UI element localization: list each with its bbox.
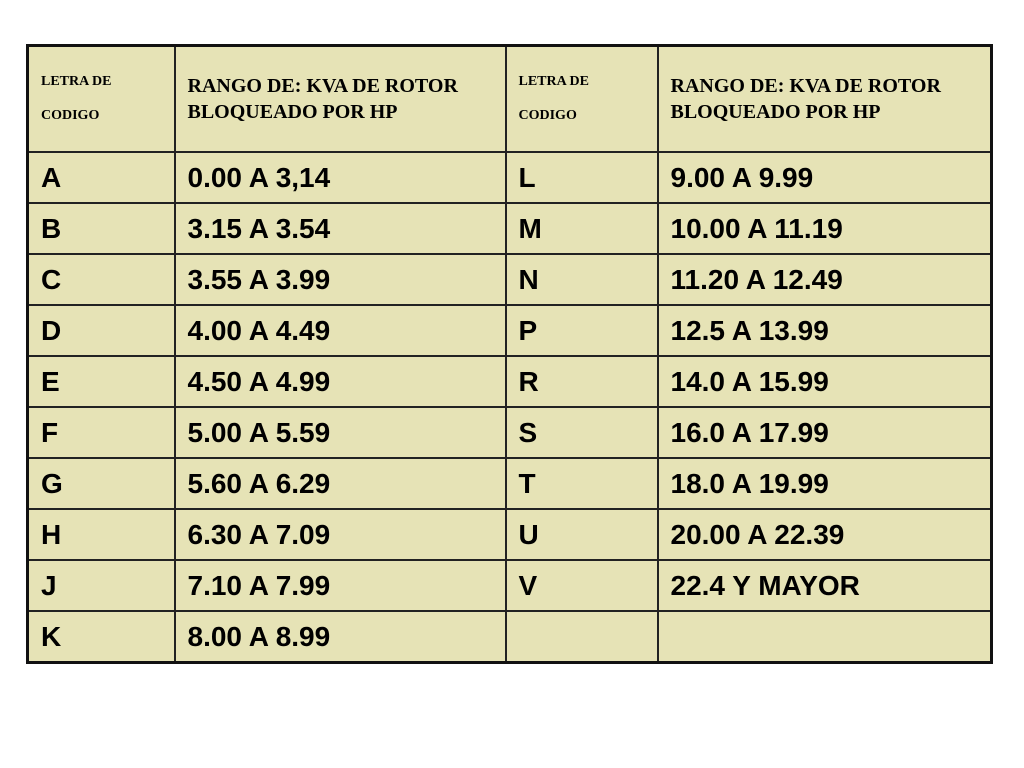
code-letter-cell: U <box>506 509 658 560</box>
kva-range-cell: 3.55 A 3.99 <box>175 254 506 305</box>
kva-code-table <box>26 44 993 664</box>
code-letter-cell: H <box>28 509 175 560</box>
kva-range-cell <box>658 611 992 663</box>
code-letter-cell: L <box>506 152 658 203</box>
code-letter-cell: J <box>28 560 175 611</box>
code-letter-cell: T <box>506 458 658 509</box>
code-letter-cell: R <box>506 356 658 407</box>
code-letter-cell: B <box>28 203 175 254</box>
kva-range-cell: 4.00 A 4.49 <box>175 305 506 356</box>
kva-range-cell: 9.00 A 9.99 <box>658 152 992 203</box>
table-row <box>28 254 992 305</box>
code-letter-cell: G <box>28 458 175 509</box>
table-row <box>28 407 992 458</box>
kva-range-cell: 5.00 A 5.59 <box>175 407 506 458</box>
kva-range-cell: 22.4 Y MAYOR <box>658 560 992 611</box>
header-letter-code-right <box>506 46 658 153</box>
code-letter-cell: M <box>506 203 658 254</box>
kva-range-cell: 7.10 A 7.99 <box>175 560 506 611</box>
kva-range-cell: 20.00 A 22.39 <box>658 509 992 560</box>
kva-range-cell: 8.00 A 8.99 <box>175 611 506 663</box>
code-letter-cell <box>506 611 658 663</box>
code-letter-cell: E <box>28 356 175 407</box>
kva-range-cell: 16.0 A 17.99 <box>658 407 992 458</box>
kva-range-cell: 11.20 A 12.49 <box>658 254 992 305</box>
header-range-left: RANGO DE: KVA DE ROTOR BLOQUEADO POR HP <box>175 46 506 153</box>
kva-range-cell: 6.30 A 7.09 <box>175 509 506 560</box>
code-letter-cell: D <box>28 305 175 356</box>
kva-range-cell: 10.00 A 11.19 <box>658 203 992 254</box>
table-row <box>28 611 992 663</box>
kva-range-cell: 5.60 A 6.29 <box>175 458 506 509</box>
kva-range-cell: 0.00 A 3,14 <box>175 152 506 203</box>
table-row <box>28 560 992 611</box>
code-letter-cell: C <box>28 254 175 305</box>
header-letter-line2: CODIGO <box>518 108 577 123</box>
table-row <box>28 509 992 560</box>
code-letter-cell: V <box>506 560 658 611</box>
header-letter-code-left <box>28 46 175 153</box>
table-row <box>28 305 992 356</box>
table-row <box>28 152 992 203</box>
header-letter-line2: CODIGO <box>41 108 100 123</box>
header-letter-line1: LETRA DE <box>518 74 589 89</box>
code-letter-cell: A <box>28 152 175 203</box>
code-letter-cell: K <box>28 611 175 663</box>
kva-range-cell: 4.50 A 4.99 <box>175 356 506 407</box>
kva-range-cell: 3.15 A 3.54 <box>175 203 506 254</box>
kva-range-cell: 12.5 A 13.99 <box>658 305 992 356</box>
table-row <box>28 203 992 254</box>
code-letter-cell: N <box>506 254 658 305</box>
header-range-right: RANGO DE: KVA DE ROTOR BLOQUEADO POR HP <box>658 46 992 153</box>
code-letter-cell: F <box>28 407 175 458</box>
code-letter-cell: P <box>506 305 658 356</box>
table-row <box>28 458 992 509</box>
kva-range-cell: 18.0 A 19.99 <box>658 458 992 509</box>
table-row <box>28 356 992 407</box>
table-header-row <box>28 46 992 153</box>
kva-range-cell: 14.0 A 15.99 <box>658 356 992 407</box>
header-letter-line1: LETRA DE <box>41 74 112 89</box>
code-letter-cell: S <box>506 407 658 458</box>
